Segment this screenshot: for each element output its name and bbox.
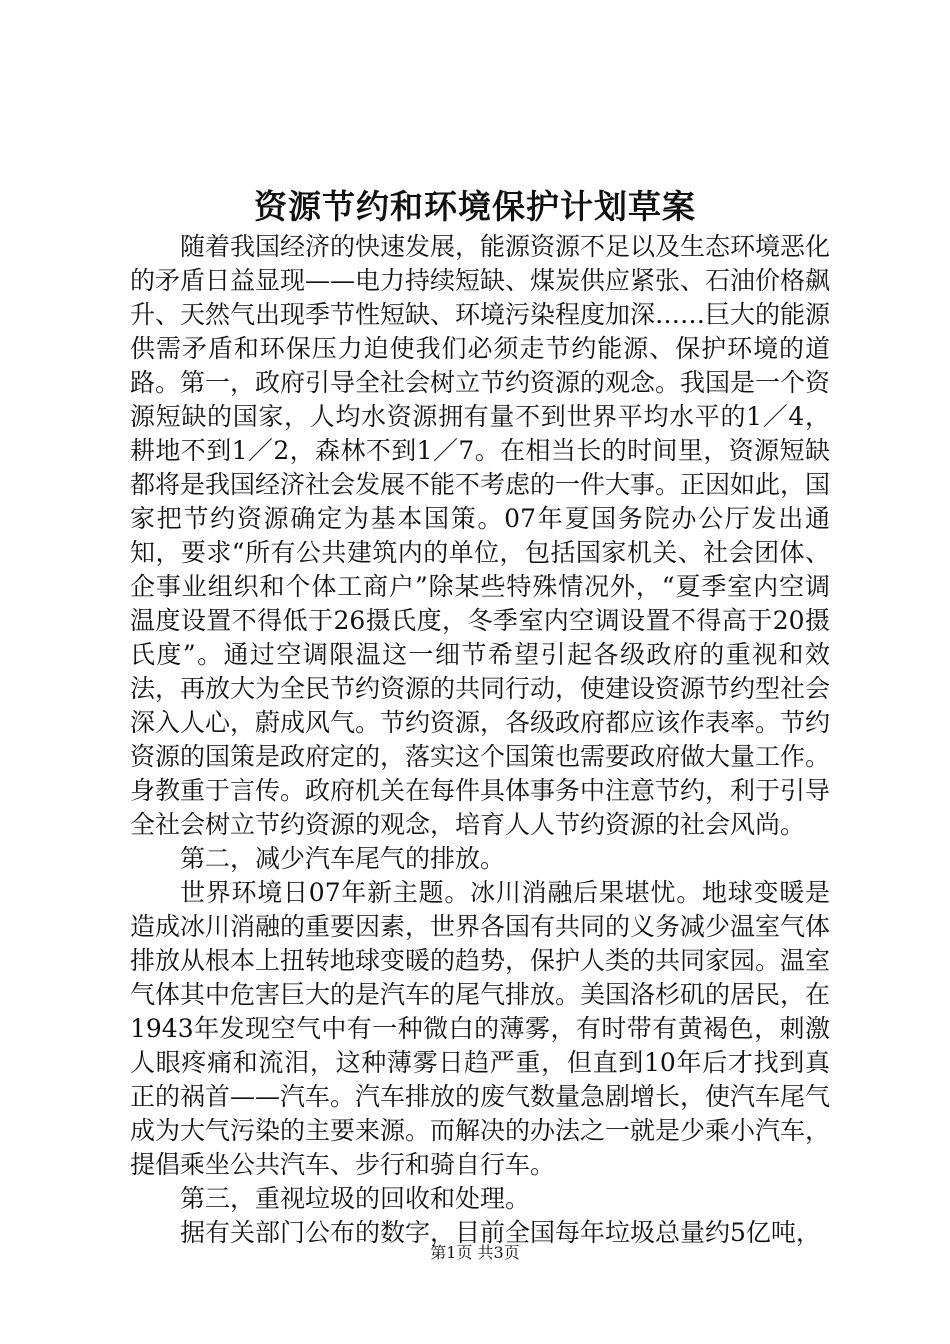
document-title: 资源节约和环境保护计划草案 xyxy=(254,187,696,226)
paragraph: 第二，减少汽车尾气的排放。 xyxy=(180,844,506,873)
paragraph: 随着我国经济的快速发展，能源资源不足以及生态环境恶化的矛盾日益显现——电力持续短缺、煤炭供应紧张、石油价格飙升、天然气出现季节性短缺、环境污染程度加深……巨大的能源供需矛盾和环保压力迫使我们必须走节约能源、保护环境的道路。第一，政府引导全社会树立节约资源的观念。我国是一个资源短缺的国家，人均水资源拥有量不到世界平均水平的1／4，耕地不到1／2，森林不到1／7。在相当长的时间里，资源短缺都将是我国经济社会发展不能不考虑的一件大事。正因如此，国家把节约资源确定为基本国策。07年夏国务院办公厅发出通知，要求“所有公共建筑内的单位，包括国家机关、社会团体、企事业组织和个体工商户”除某些特殊情况外，“夏季室内空调温度设置不得低于26摄氏度，冬季室内空调设置不得高于20摄氏度”。通过空调限温这一细节希望引起各级政府的重视和效法，再放大为全民节约资源的共同行动，使建设资源节约型社会深入人心，蔚成风气。节约资源，各级政府都应该作表率。节约资源的国策是政府定的，落实这个国策也需要政府做大量工作。身教重于言传。政府机关在每件具体事务中注意节约，利于引导全社会树立节约资源的观念，培育人人节约资源的社会风尚。 xyxy=(130,232,831,839)
paragraph: 世界环境日07年新主题。冰川消融后果堪忧。地球变暖是造成冰川消融的重要因素，世界各国有共同的义务减少温室气体排放从根本上扭转地球变暖的趋势，保护人类的共同家园。温室气体其中危害巨大的是汽车的尾气排放。美国洛杉矶的居民，在1943年发现空气中有一种微白的薄雾，有时带有黄褐色，刺激人眼疼痛和流泪，这种薄雾日趋严重，但直到10年后才找到真正的祸首——汽车。汽车排放的废气数量急剧增长，使汽车尾气成为大气污染的主要来源。而解决的办法之一就是少乘小汽车，提倡乘坐公共汽车、步行和骑自行车。 xyxy=(130,878,831,1179)
page-footer: 第1页 共3页 xyxy=(430,1243,520,1262)
paragraph: 据有关部门公布的数字，目前全国每年垃圾总量约5亿吨， xyxy=(180,1218,821,1247)
document-body xyxy=(130,230,830,1250)
paragraph: 第三，重视垃圾的回收和处理。 xyxy=(180,1184,531,1213)
